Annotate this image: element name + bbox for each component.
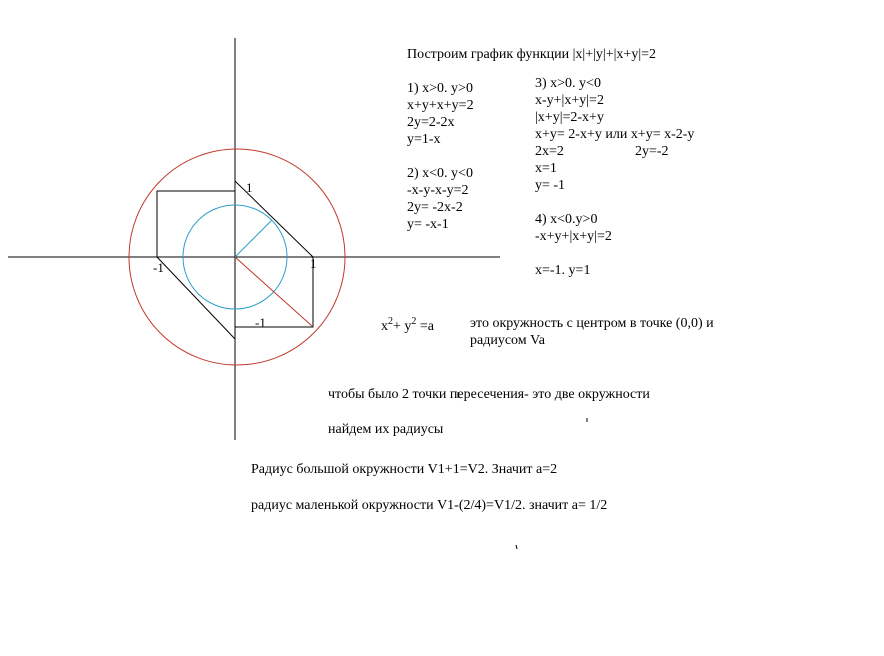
eq-plus: + y [393,319,412,334]
case4-result: x=-1. y=1 [535,263,591,278]
case2-line: y= -x-1 [407,217,449,232]
case3-line: |x+y|=2-x+y [535,110,604,125]
eq-rest: =a [416,319,435,334]
circle-desc-line: радиусом Va [470,333,545,348]
find-radii-text: найдем их радиусы [328,422,444,437]
case2-line: 2) x<0. y<0 [407,166,473,181]
big-radius-text: Радиус большой окружности V1+1=V2. Значит a=2 [251,462,558,477]
circle-desc-line: это окружность с центром в точке (0,0) и [470,316,714,331]
eq-x: x [381,319,388,334]
blue-radius [235,220,272,257]
case3-line: 2x=2 [535,144,564,159]
case3-line: y= -1 [535,178,566,193]
case2-line: -x-y-x-y=2 [407,183,469,198]
case1-line: y=1-x [407,132,441,147]
case4-line: -x+y+|x+y|=2 [535,229,612,244]
label-x-pos: 1 [310,256,317,271]
case2-line: 2y= -2x-2 [407,200,463,215]
case3-line: x=1 [535,161,557,176]
red-radius [235,257,312,326]
title: Построим график функции |x|+|y|+|x+y|=2 [407,47,657,62]
label-x-neg: -1 [153,260,164,275]
small-radius-text: радиус маленькой окружности V1-(2/4)=V1/2. значит a= 1/2 [251,498,608,513]
case3-extra: 2y=-2 [635,144,669,159]
two-points-text: чтобы было 2 точки пересечения- это две окружности [328,387,650,402]
circle-equation [381,318,434,336]
stray-mark [516,545,517,549]
case1-line: 1) x>0. y>0 [407,81,473,96]
case3-line: 3) x>0. y<0 [535,76,601,91]
case3-line: x+y= 2-x+y или x+y= x-2-y [535,127,695,142]
label-y-neg: -1 [255,315,266,330]
eq-y-exp: 2 [411,316,417,327]
case1-line: x+y+x+y=2 [407,98,474,113]
case3-line: x-y+|x+y|=2 [535,93,604,108]
case4-line: 4) x<0.y>0 [535,212,598,227]
label-y-pos: 1 [246,180,253,195]
eq-x-exp: 2 [388,316,393,327]
case1-line: 2y=2-2x [407,115,455,130]
